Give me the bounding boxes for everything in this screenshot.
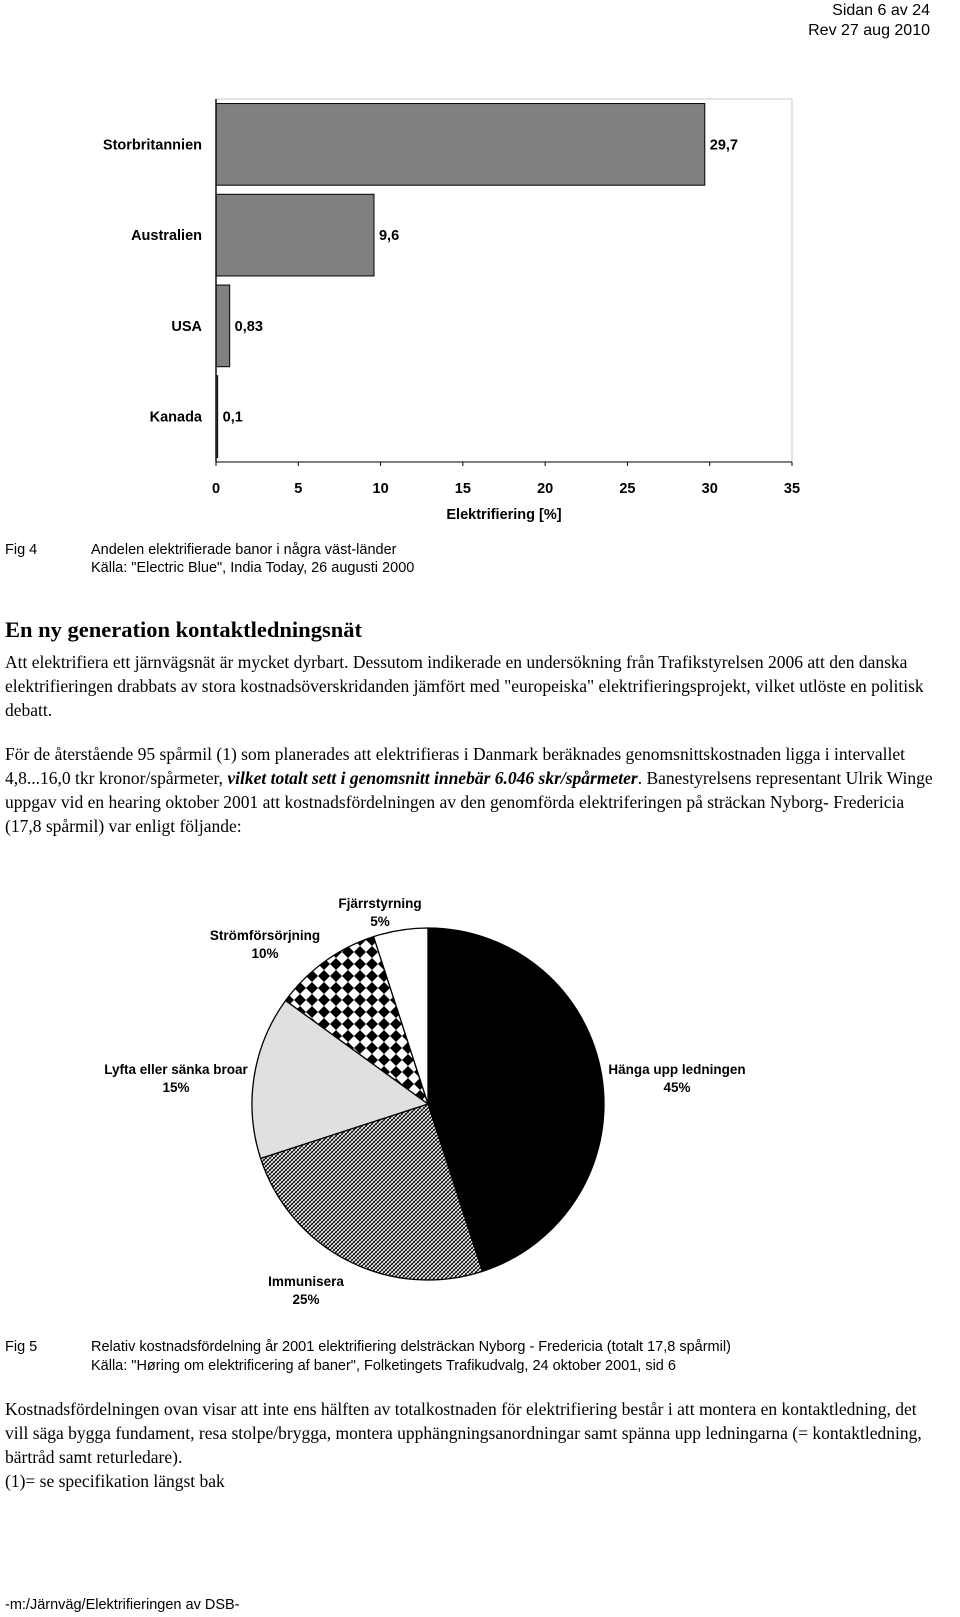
fig5-caption-line2: Källa: "Høring om elektrificering af baner", Folketingets Trafikudvalg, 24 oktober 2001, sid 6 [91,1358,676,1374]
bar-value-label: 29,7 [709,137,739,154]
fig4-number: Fig 4 [5,542,38,558]
fig4-caption-line1: Andelen elektrifierade banor i några väst-länder [91,542,397,558]
bar-category-label: Australien [131,228,202,245]
pie-label-name: Lyfta eller sänka broar [104,1062,248,1077]
pie-label-value: 15% [162,1080,190,1095]
fig4-caption-line2: Källa: "Electric Blue", India Today, 26 augusti 2000 [91,560,415,576]
paragraph-3-text: Kostnadsfördelningen ovan visar att inte ens hälften av totalkostnaden för elektrifiering består i att montera en kontaktledning, det vill säga bygga fundament, resa stolpe/brygga, montera upphängningsanordningar samt spänna upp ledningarna (= kontaktledning, bärtråd samt returledare). [5,1399,922,1467]
fig5-caption-line1: Relativ kostnadsfördelning år 2001 elektrifiering delsträckan Nyborg - Fredericia (totalt 17,8 spårmil) [91,1339,731,1355]
paragraph-2-part1: För de återstående 95 spårmil (1) som planerades att elektrifieras i Danmark beräknades genomsnittskostnaden ligga i intervallet 4,8...16,0 tkr kronor/spårmeter, [5,744,905,788]
bar-value-label: 0,1 [222,409,243,426]
bar-storbritannien [216,104,705,186]
bar-category-label: Storbritannien [102,137,202,154]
section-heading: En ny generation kontaktledningsnät [5,617,362,642]
paragraph-2-emphasis: vilket totalt sett i genomsnitt innebär 6.046 skr/spårmeter [227,768,638,788]
bar-category-label: USA [171,318,202,335]
bar-usa [216,285,230,367]
pie-label-value: 10% [251,946,279,961]
fig5-number: Fig 5 [5,1339,38,1355]
pie-label-name: Hänga upp ledningen [608,1062,746,1077]
paragraph-2-part2: . Banestyrelsens representant Ulrik Winge uppgav vid en hearing oktober 2001 att kostnadsfördelningen av den genomförda elektriferingen på sträckan Nyborg- Fredericia (17,8 spårmil) var enligt följande: [5,768,933,836]
pie-label-value: 25% [292,1292,320,1307]
cost-distribution-pie-chart [0,880,960,1320]
bar-x-axis-label: Elektrifiering [%] [446,507,562,523]
bar-x-tick-label: 15 [454,481,471,497]
bar-x-tick-label: 30 [701,481,718,497]
pie-label-value: 45% [663,1080,691,1095]
pie-label-name: Immunisera [268,1274,344,1289]
page-number: Sidan 6 av 24 [832,2,930,19]
bar-australien [216,194,374,276]
revision-date: Rev 27 aug 2010 [808,22,930,39]
paragraph-2-text [5,742,940,838]
electrification-bar-chart [0,95,820,535]
bar-category-label: Kanada [149,409,202,426]
bar-x-tick-label: 20 [537,481,554,497]
bar-x-tick-label: 0 [211,481,221,497]
paragraph-cost-intro [5,650,940,722]
footer-path: -m:/Järnväg/Elektrifieringen av DSB- [5,1597,240,1613]
paragraph-cost-details [5,742,940,838]
paragraph-1-text: Att elektrifiera ett järnvägsnät är mycket dyrbart. Dessutom indikerade en undersökning från Trafikstyrelsen 2006 att den danska elektrifieringen drabbats av stora kostnadsöverskridanden jämfört med "europeiska" elektrifieringsprojekt, vilket utlöste en politisk debatt. [5,652,924,720]
paragraph-4-text: (1)= se specifikation längst bak [5,1471,225,1491]
paragraph-conclusion [5,1397,940,1493]
bar-x-tick-label: 5 [294,481,303,497]
bar-x-tick-label: 25 [619,481,636,497]
bar-value-label: 0,83 [234,318,263,335]
bar-x-tick-label: 10 [372,481,389,497]
pie-label-name: Fjärrstyrning [338,896,422,911]
bar-value-label: 9,6 [378,228,400,245]
bar-x-tick-label: 35 [783,481,801,497]
pie-label-name: Strömförsörjning [209,928,321,943]
pie-label-value: 5% [370,914,390,929]
